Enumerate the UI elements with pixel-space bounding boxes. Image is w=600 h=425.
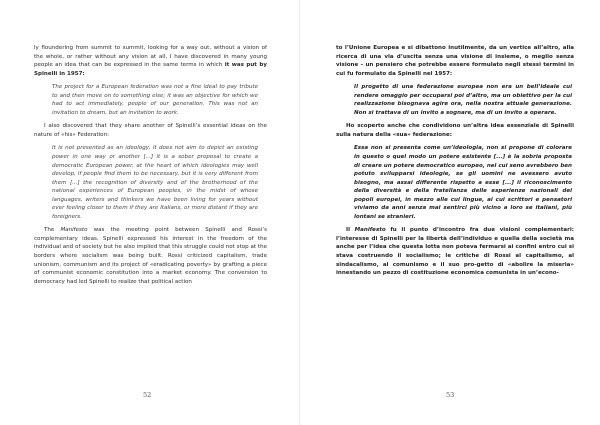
right-paragraph-1-text: to l’Unione Europea e si dibattono inutilmente, da un vertice all’altro, alla ricerca di una via d’uscita senza una visione di insieme, o meglio senza visione – un pensiero che potrebbe essere formulato negli stessi termini in cui bbox=[336, 45, 574, 77]
right-paragraph-3-lead: Il bbox=[346, 227, 355, 234]
left-page-number: 52 bbox=[143, 391, 152, 399]
left-paragraph-3-text: was the meeting point between Spinelli and Rossi’s complementary ideas. Spinelli expressed his interest in the freedom of the individual and of society but he also implied that this struggle could not stop at the borders where socialism was being built. Rossi criticized capitalism, trade unionism, communism and its project of «eradicating poverty» by grafting a piece of communist economic constitution into a market economy. The conversion to democracy had led Spinelli to realize that political action bbox=[34, 227, 267, 285]
left-page-text bbox=[34, 44, 267, 286]
left-quote-2: It is not presented as an ideology, it does not aim to depict an existing power in one way or another [...] it is a sober proposal to create a democratic European power, at the heart of which ideologies may well develop, if people find them to be necessary, but it is very different from them [...] the recognition of diversity and of the brotherhood of the national experiences of European peoples, in the midst of whose languages, writers and thinkers we have been living for years without ever feeling closer to them if they are Italians, or more distant if they are foreigners. bbox=[52, 145, 258, 220]
left-paragraph-1-text: ly floundering from summit to summit, looking for a way out, without a vision of the whole, or rather without any vision at all, I have discovered in many young people an idea that can be expressed in the same terms in which bbox=[34, 45, 267, 69]
left-paragraph-1-emphasis: it was put by Spinelli in 1957: bbox=[34, 62, 267, 77]
right-paragraph-2: Ho scoperto anche che condividono un’altra idea essenziale di Spinelli sulla natura della «sua» federazione: bbox=[336, 123, 574, 138]
right-paragraph-1 bbox=[336, 44, 574, 78]
right-quote-2: Essa non si presenta come un’ideologia, non si propone di colorare in questo o quel modo un potere esistente [...] è la sobria proposta di creare un potere democratico europeo, nel cui seno avrebbero ben potuto svilupparsi ideologie, se gli uomini ne avessero avuto bisogno, ma assai differente rispetto a esse [...] il riconoscimento della diversità e della fratellanza delle esperienze nazionali dei popoli europei, in mezzo alle cui lingue, ai cui scrittori e pensatori viviamo da anni senza mai sentirci più vicino a loro se italiani, più lontani se stranieri. bbox=[354, 145, 572, 220]
right-page bbox=[300, 0, 600, 425]
right-paragraph-3 bbox=[336, 226, 574, 277]
left-paragraph-3-lead: The bbox=[44, 227, 61, 234]
left-paragraph-3-title: Manifesto bbox=[60, 227, 88, 234]
left-paragraph-3 bbox=[34, 226, 267, 286]
right-page-text bbox=[336, 44, 574, 278]
left-paragraph-2: I also discovered that they share another of Spinelli’s essential ideas on the nature of «his» Federation: bbox=[34, 123, 267, 138]
right-paragraph-3-text: fu il punto d’incontro fra due visioni complementari: l’interesse di Spinelli per la libertà dell’individuo e quella della società ma anche per l’idea che questa lotta non poteva fermarsi ai confini entro cui si stava costruendo il socialismo; le critiche di Rossi al capitalismo, al sindacalismo, al comunismo e il suo pro-getto di «abolire la miseria» innestando un pezzo di costituzione economica comunista in un’econo- bbox=[336, 227, 575, 277]
right-paragraph-3-title: Manifesto bbox=[354, 227, 386, 234]
left-quote-1: The project for a European federation was not a fine ideal to pay tribute to and then move on to something else; it was an objective for which we had to act immediately, people of our generation. This was not an invitation to dream, but an invitation to work. bbox=[52, 84, 258, 116]
right-paragraph-1-emphasis: fu formulato da Spinelli nel 1957: bbox=[347, 70, 453, 77]
right-quote-1: Il progetto di una federazione europea non era un bell’ideale cui rendere omaggio per occuparsi poi d’altro, ma un obiettivo per la cui realizzazione bisognava agire ora, nella nostra attuale generazione. Non si trattava di un invito a sognare, ma di un invito a operare. bbox=[354, 84, 572, 116]
left-paragraph-1 bbox=[34, 44, 267, 78]
right-page-number: 53 bbox=[446, 391, 455, 399]
